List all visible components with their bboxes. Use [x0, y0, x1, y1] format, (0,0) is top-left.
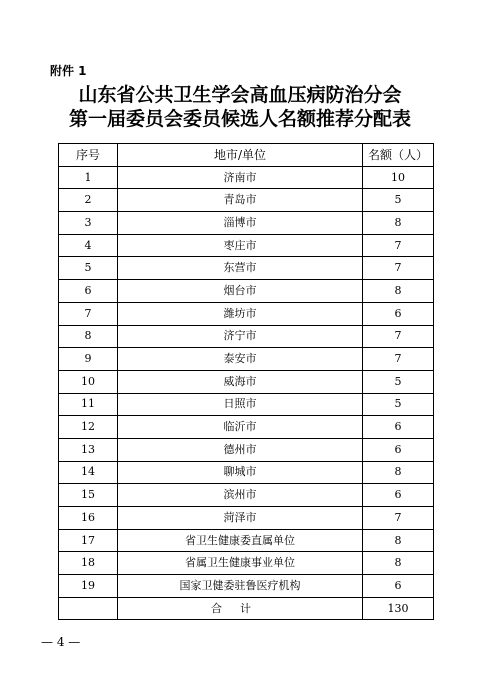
- document-title-line-1: 山东省公共卫生学会高血压病防治分会: [78, 84, 402, 106]
- total-row: [59, 597, 434, 620]
- table-header-row: [59, 144, 434, 167]
- row-region: 济南市: [118, 166, 363, 189]
- table-row: [59, 370, 434, 393]
- table-row: [59, 280, 434, 303]
- table-row: [59, 257, 434, 280]
- row-index: 13: [59, 438, 118, 461]
- row-region: 济宁市: [118, 325, 363, 348]
- row-region: 省属卫生健康事业单位: [118, 552, 363, 575]
- row-index: 7: [59, 302, 118, 325]
- table-row: [59, 234, 434, 257]
- total-label: 合计: [118, 597, 363, 620]
- header-index: 序号: [59, 144, 118, 167]
- table-row: [59, 438, 434, 461]
- table-row: [59, 416, 434, 439]
- row-region: 淄博市: [118, 212, 363, 235]
- row-index: 16: [59, 507, 118, 530]
- table-row: [59, 302, 434, 325]
- row-index: 8: [59, 325, 118, 348]
- row-region: 聊城市: [118, 461, 363, 484]
- table-header: [59, 144, 434, 167]
- header-region: 地市/单位: [118, 144, 363, 167]
- row-quota: 8: [363, 552, 434, 575]
- row-quota: 5: [363, 393, 434, 416]
- row-index: 3: [59, 212, 118, 235]
- row-index: 17: [59, 529, 118, 552]
- row-quota: 7: [363, 234, 434, 257]
- row-quota: 8: [363, 461, 434, 484]
- row-region: 临沂市: [118, 416, 363, 439]
- row-quota: 5: [363, 189, 434, 212]
- row-quota: 5: [363, 370, 434, 393]
- row-region: 泰安市: [118, 348, 363, 371]
- row-index: 15: [59, 484, 118, 507]
- row-region: 枣庄市: [118, 234, 363, 257]
- row-quota: 10: [363, 166, 434, 189]
- document-title-line-2: 第一届委员会委员候选人名额推荐分配表: [68, 108, 411, 130]
- row-index: 2: [59, 189, 118, 212]
- row-region: 菏泽市: [118, 507, 363, 530]
- table-row: [59, 575, 434, 598]
- row-index: 5: [59, 257, 118, 280]
- table-row: [59, 212, 434, 235]
- row-quota: 7: [363, 325, 434, 348]
- row-region: 东营市: [118, 257, 363, 280]
- table-row: [59, 507, 434, 530]
- quota-allocation-table: [58, 143, 434, 620]
- table-row: [59, 348, 434, 371]
- table-footer: [59, 597, 434, 620]
- row-quota: 8: [363, 212, 434, 235]
- row-region: 青岛市: [118, 189, 363, 212]
- table-row: [59, 166, 434, 189]
- row-quota: 8: [363, 529, 434, 552]
- row-quota: 6: [363, 416, 434, 439]
- table-row: [59, 461, 434, 484]
- row-quota: 6: [363, 484, 434, 507]
- table-row: [59, 189, 434, 212]
- row-region: 省卫生健康委直属单位: [118, 529, 363, 552]
- row-region: 德州市: [118, 438, 363, 461]
- header-quota: 名额（人）: [363, 144, 434, 167]
- row-quota: 7: [363, 257, 434, 280]
- row-region: 潍坊市: [118, 302, 363, 325]
- row-index: 1: [59, 166, 118, 189]
- row-index: 14: [59, 461, 118, 484]
- row-index: 18: [59, 552, 118, 575]
- table-row: [59, 484, 434, 507]
- total-index-cell: [59, 597, 118, 620]
- row-quota: 6: [363, 575, 434, 598]
- row-quota: 6: [363, 302, 434, 325]
- row-index: 12: [59, 416, 118, 439]
- row-index: 6: [59, 280, 118, 303]
- row-index: 9: [59, 348, 118, 371]
- row-quota: 7: [363, 507, 434, 530]
- row-quota: 6: [363, 438, 434, 461]
- attachment-label: 附件 1: [50, 64, 87, 78]
- row-region: 烟台市: [118, 280, 363, 303]
- total-value: 130: [363, 597, 434, 620]
- table-row: [59, 529, 434, 552]
- row-region: 日照市: [118, 393, 363, 416]
- row-index: 11: [59, 393, 118, 416]
- table-row: [59, 325, 434, 348]
- row-index: 19: [59, 575, 118, 598]
- table-row: [59, 393, 434, 416]
- row-region: 国家卫健委驻鲁医疗机构: [118, 575, 363, 598]
- page-number: — 4 —: [41, 635, 81, 649]
- row-region: 滨州市: [118, 484, 363, 507]
- row-quota: 8: [363, 280, 434, 303]
- row-quota: 7: [363, 348, 434, 371]
- row-index: 10: [59, 370, 118, 393]
- table-row: [59, 552, 434, 575]
- table-body: [59, 166, 434, 597]
- row-region: 威海市: [118, 370, 363, 393]
- row-index: 4: [59, 234, 118, 257]
